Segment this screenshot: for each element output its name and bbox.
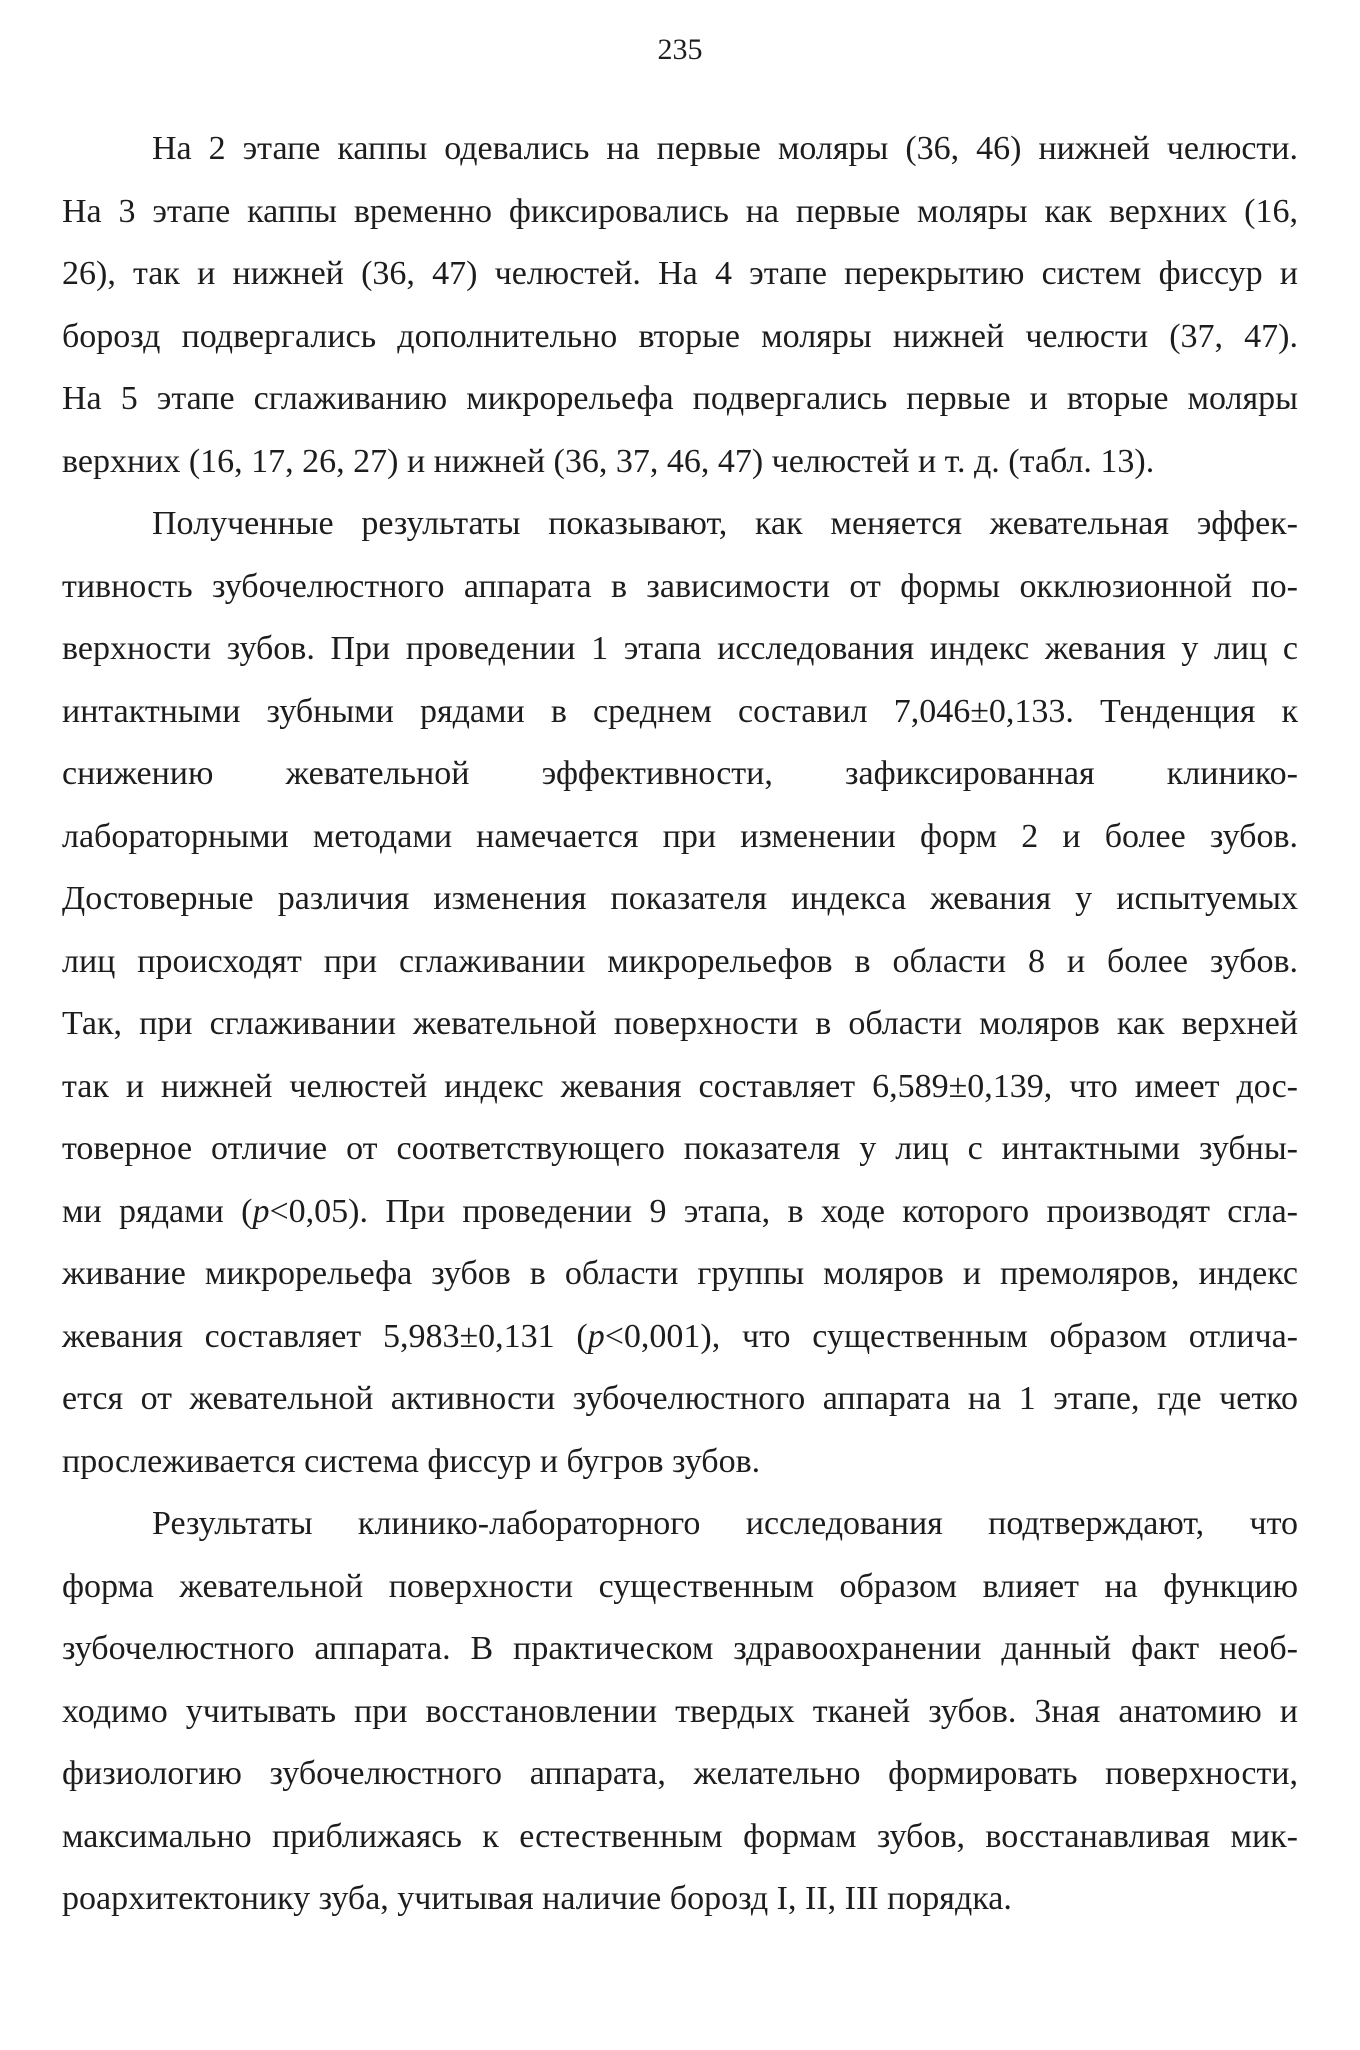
text-line: жевания составляет 5,983±0,131 (p<0,001), что существенным образом отлича- bbox=[62, 1317, 1298, 1355]
paragraph-1 bbox=[62, 118, 1298, 493]
text-line: Достоверные различия изменения показателя индекса жевания у испытуемых bbox=[62, 880, 1298, 917]
text-line: интактными зубными рядами в среднем составил 7,046±0,133. Тенденция к bbox=[62, 692, 1298, 730]
text-line: товерное отличие от соответствующего показателя у лиц с интактными зубны- bbox=[62, 1130, 1298, 1167]
text-line: форма жевательной поверхности существенным образом влияет на функцию bbox=[62, 1567, 1298, 1605]
text-line: На 3 этапе каппы временно фиксировались на первые моляры как верхних (16, bbox=[62, 192, 1298, 230]
text-line: борозд подвергались дополнительно вторые моляры нижней челюсти (37, 47). bbox=[62, 317, 1298, 355]
text-line: так и нижней челюстей индекс жевания составляет 6,589±0,139, что имеет дос- bbox=[62, 1067, 1298, 1105]
text-line: верхности зубов. При проведении 1 этапа исследования индекс жевания у лиц с bbox=[62, 630, 1298, 667]
text-line: ми рядами (p<0,05). При проведении 9 этапа, в ходе которого производят сгла- bbox=[62, 1192, 1298, 1230]
text-line: верхних (16, 17, 26, 27) и нижней (36, 37, 46, 47) челюстей и т. д. (табл. 13). bbox=[62, 442, 1155, 480]
text-line: Результаты клинико-лабораторного исследования подтверждают, что bbox=[152, 1505, 1298, 1542]
text-line: снижению жевательной эффективности, зафиксированная клинико- bbox=[62, 755, 1298, 792]
text-line: прослеживается система фиссур и бугров зубов. bbox=[62, 1442, 761, 1480]
text-line: роархитектонику зуба, учитывая наличие борозд I, II, III порядка. bbox=[62, 1880, 1012, 1917]
text-line: 26), так и нижней (36, 47) челюстей. На 4 этапе перекрытию систем фиссур и bbox=[62, 255, 1298, 292]
body-text bbox=[62, 118, 1298, 1931]
paragraph-3 bbox=[62, 1493, 1298, 1931]
text-line: зубочелюстного аппарата. В практическом здравоохранении данный факт необ- bbox=[62, 1630, 1298, 1667]
text-line: На 5 этапе сглаживанию микрорельефа подвергались первые и вторые моляры bbox=[62, 380, 1298, 417]
text-line: живание микрорельефа зубов в области группы моляров и премоляров, индекс bbox=[62, 1255, 1298, 1292]
paragraph-2 bbox=[62, 493, 1298, 1493]
page-number: 235 bbox=[657, 33, 703, 66]
text-line: лабораторными методами намечается при изменении форм 2 и более зубов. bbox=[62, 817, 1298, 855]
text-line: ходимо учитывать при восстановлении твердых тканей зубов. Зная анатомию и bbox=[62, 1692, 1298, 1730]
text-line: Полученные результаты показывают, как меняется жевательная эффек- bbox=[152, 505, 1298, 542]
text-line: На 2 этапе каппы одевались на первые моляры (36, 46) нижней челюсти. bbox=[152, 130, 1298, 167]
text-line: тивность зубочелюстного аппарата в зависимости от формы окклюзионной по- bbox=[62, 567, 1298, 605]
text-line: Так, при сглаживании жевательной поверхности в области моляров как верхней bbox=[62, 1005, 1298, 1042]
text-line: физиологию зубочелюстного аппарата, желательно формировать поверхности, bbox=[62, 1755, 1298, 1792]
text-line: ется от жевательной активности зубочелюстного аппарата на 1 этапе, где четко bbox=[62, 1380, 1298, 1417]
text-line: максимально приближаясь к естественным формам зубов, восстанавливая мик- bbox=[62, 1817, 1298, 1855]
text-line: лиц происходят при сглаживании микрорельефов в области 8 и более зубов. bbox=[62, 942, 1298, 980]
